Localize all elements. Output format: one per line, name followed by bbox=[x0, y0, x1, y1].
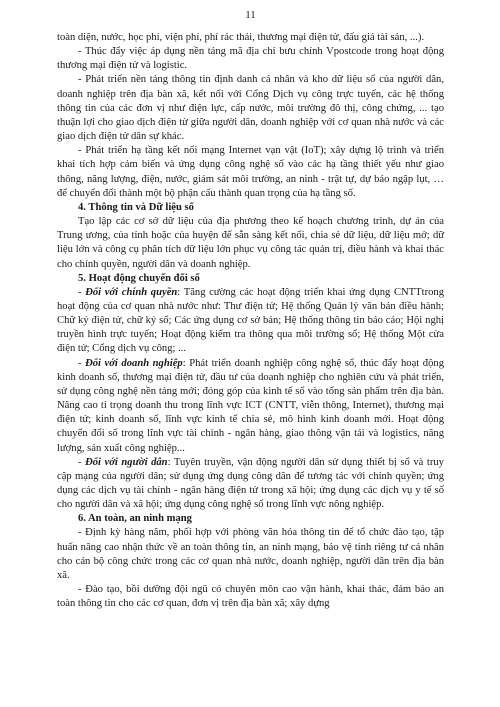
paragraph-lead-label: Đối với người dân bbox=[85, 456, 168, 468]
paragraph-lead-label: Đối với chính quyền bbox=[85, 286, 178, 298]
paragraph: - Đối với người dân: Tuyên truyền, vận động người dân sử dụng thiết bị số và truy cập mạng của người dân; sử dụng ứng dụng công dân để tương tác với chính quyền; ứng dụng các dịch vụ tài chính - ngân hàng điện tử trong xã hội; ứng dụng các dịch vụ y tế số cho người dân và xã hội; ứng dụng công nghệ số trong lĩnh vực nông nghiệp. bbox=[57, 456, 444, 511]
paragraph-text: : Tăng cường các hoạt động triển khai ứng dụng CNTTtrong hoạt động của cơ quan nhà nước như: Thư điện tử; Hệ thống Quản lý văn bản điều hành; Chữ ký điện tử, chữ ký số; Các ứng dụng cơ sở bản; Hệ thống thông tin báo cáo; Hội nghị truyền hình trực tuyến; Hoạt động kiểm tra thông qua môi trường số; Hệ thống Một cửa điện tử; Cổng dịch vụ công; ... bbox=[57, 286, 444, 355]
paragraph: - Thúc đẩy việc áp dụng nền tảng mã địa chỉ bưu chính Vpostcode trong hoạt động thương mại điện tử và logistic. bbox=[57, 46, 444, 72]
paragraph: - Đối với doanh nghiệp: Phát triển doanh nghiệp công nghệ số, thúc đẩy hoạt động kinh doanh số, thương mại điện tử, đầu tư của doanh nghiệp cho nghiên cứu và phát triển, sử dụng công nghệ nền tảng mới; đóng góp của kinh tế số vào tổng sản phẩm trên địa bàn. Nâng cao tỉ trọng doanh thu trong lĩnh vực ICT (CNTT, viễn thông, Internet), thương mại điện tử; kinh doanh số, lĩnh vực kinh tế chia sẻ, mô hình kinh doanh mới. Hoạt động chuyển đổi số trong lĩnh vực tài chính - ngân hàng, giao thông vận tải và logistics, năng lượng, sản xuất công nghiệp... bbox=[57, 357, 444, 454]
document-body bbox=[57, 31, 444, 611]
page-number: 11 bbox=[245, 9, 256, 21]
paragraph: - Đối với chính quyền: Tăng cường các hoạt động triển khai ứng dụng CNTTtrong hoạt động của cơ quan nhà nước như: Thư điện tử; Hệ thống Quản lý văn bản điều hành; Chữ ký điện tử, chữ ký số; Các ứng dụng cơ sở bản; Hệ thống thông tin báo cáo; Hội nghị truyền hình trực tuyến; Hoạt động kiểm tra thông qua môi trường số; Hệ thống Một cửa điện tử; Cổng dịch vụ công; ... bbox=[57, 286, 444, 355]
paragraph-text: : Phát triển doanh nghiệp công nghệ số, thúc đẩy hoạt động kinh doanh số, thương mại điện tử, đầu tư của doanh nghiệp cho nghiên cứu và phát triển, sử dụng công nghệ nền tảng mới; đóng góp của kinh tế số vào tổng sản phẩm trên địa bàn. Nâng cao tỉ trọng doanh thu trong lĩnh vực ICT (CNTT, viễn thông, Internet), thương mại điện tử; kinh doanh số, lĩnh vực kinh tế chia sẻ, mô hình kinh doanh mới. Hoạt động chuyển đổi số trong lĩnh vực tài chính - ngân hàng, giao thông vận tải và logistics, năng lượng, sản xuất công nghiệp... bbox=[57, 357, 444, 454]
section-heading: 5. Hoạt động chuyển đổi số bbox=[78, 272, 200, 284]
paragraph-lead-label: Đối với doanh nghiệp bbox=[85, 357, 183, 369]
paragraph: - Phát triển hạ tầng kết nối mạng Internet vạn vật (IoT); xây dựng lộ trình và triển khai tích hợp cảm biến và ứng dụng công nghệ số vào các hạ tầng thiết yếu như giao thông, năng lượng, điện, nước, giám sát môi trường, an ninh - trật tự, dự báo ngập lụt, … để chuyển đổi thành một bộ phận cấu thành quan trọng của hạ tầng số. bbox=[57, 145, 444, 199]
paragraph: toàn diện, nước, học phí, viện phí, phí rác thải, thương mại điện tử, đấu giá tài sản, ...). bbox=[57, 32, 425, 43]
paragraph: - Phát triển nền tảng thông tin định danh cá nhân và kho dữ liệu số của người dân, doanh nghiệp trên địa bàn xã, kết nối với Cổng Dịch vụ công trực tuyến, các hệ thống thông tin của các đơn vị như điện lực, cấp nước, môi trường đô thị, công chứng, ... tạo thuận lợi cho giao dịch điện tử giữa người dân, doanh nghiệp với cơ quan nhà nước và các giao dịch điện tử dân sự khác. bbox=[57, 74, 444, 143]
paragraph: Tạo lập các cơ sở dữ liệu của địa phương theo kế hoạch chương trình, dự án của Trung ương, của tỉnh hoặc của huyện để sẵn sàng kết nối, chia sẻ dữ liệu, dữ liệu mở; dữ liệu lớn và công cụ phân tích dữ liệu lớn phục vụ công tác quản trị, điều hành và khai thác cho chính quyền, người dân và doanh nghiệp. bbox=[57, 216, 444, 270]
section-heading: 6. An toàn, an ninh mạng bbox=[78, 513, 192, 525]
paragraph: - Định kỳ hàng năm, phối hợp với phòng văn hóa thông tin để tổ chức đào tạo, tập huấn nâng cao nhận thức về an toàn thông tin, an ninh mạng, bảo vệ tính riêng tư cá nhân cho cán bộ công chức trong các cơ quan nhà nước, doanh nghiệp, người dân trên địa bàn xã. bbox=[57, 527, 444, 581]
paragraph-text: : Tuyên truyền, vận động người dân sử dụng thiết bị số và truy cập mạng của người dân; sử dụng ứng dụng công dân để tương tác với chính quyền; ứng dụng các dịch vụ tài chính - ngân hàng điện tử trong xã hội; ứng dụng các dịch vụ y tế số cho người dân và xã hội; ứng dụng công nghệ số trong lĩnh vực nông nghiệp. bbox=[57, 456, 444, 511]
section-heading: 4. Thông tin và Dữ liệu số bbox=[78, 201, 194, 213]
paragraph: - Đào tạo, bồi dưỡng đội ngũ có chuyên môn cao vận hành, khai thác, đảm bảo an toàn thông tin cho các cơ quan, đơn vị trên địa bàn xã; xây dựng bbox=[57, 584, 444, 610]
